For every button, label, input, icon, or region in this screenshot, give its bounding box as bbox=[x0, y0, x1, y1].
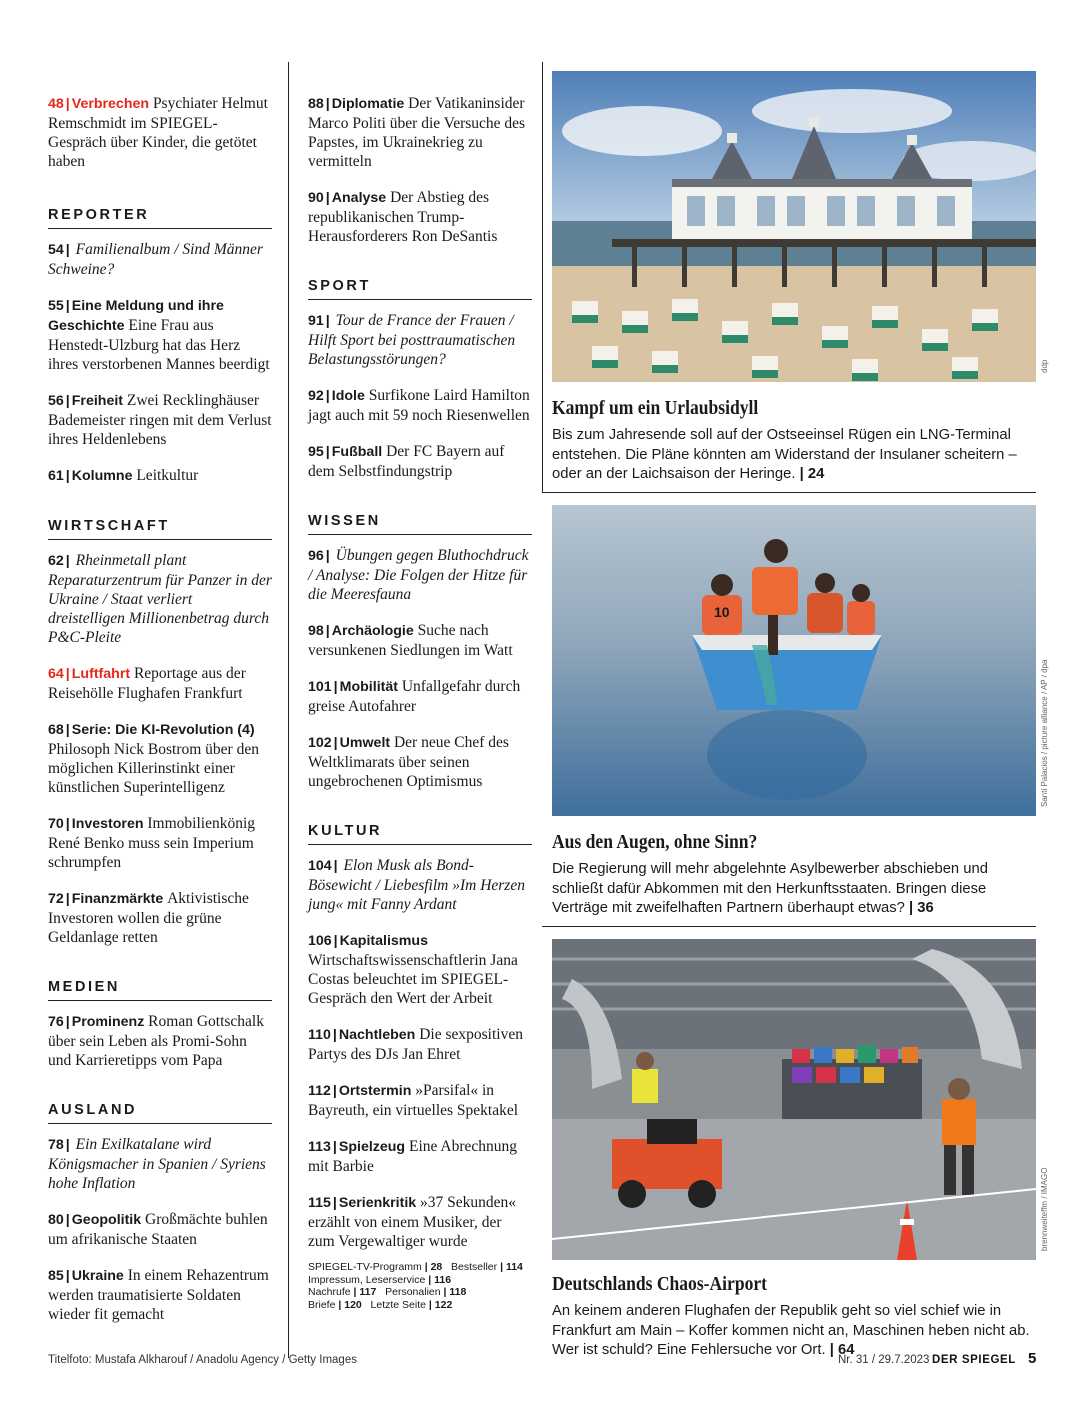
photo-ruegen-pier[interactable] bbox=[552, 71, 1036, 382]
toc-column-1 bbox=[48, 62, 272, 1324]
toc-entry-55[interactable]: 55 | Eine Meldung und ihre Geschichte Eine Frau aus Henstedt-Ulzburg hat das Herz ihres verstorbenen Mannes beerdigt bbox=[48, 298, 270, 373]
section-reporter: REPORTER bbox=[48, 207, 272, 229]
link-impressum[interactable]: Impressum, Leserservice bbox=[308, 1273, 426, 1286]
toc-entry-85[interactable]: 85 | Ukraine In einem Rehazentrum werden traumatisierte Soldaten wieder fit gemacht bbox=[48, 1267, 269, 1323]
toc-entry-88[interactable]: 88 | Diplomatie Der Vatikaninsider Marco Politi über die Versuche des Papstes, im Ukrainekrieg zu vermitteln bbox=[308, 95, 526, 170]
toc-entry-61[interactable]: 61 | Kolumne Leitkultur bbox=[48, 467, 199, 484]
airport-baggage-image bbox=[552, 939, 1036, 1260]
link-nachrufe[interactable]: Nachrufe bbox=[308, 1286, 351, 1298]
column-divider bbox=[542, 62, 543, 492]
section-kultur: KULTUR bbox=[308, 823, 532, 845]
toc-entry-106[interactable]: 106 | Kapitalismus Wirtschaftswissenschaftlerin Jana Costas beleuchtet im SPIEGEL-Gespräch den Wert der Arbeit bbox=[308, 933, 518, 1007]
photo-credit-3: brennweiteffm / IMAGO bbox=[1040, 1167, 1049, 1251]
section-ausland: AUSLAND bbox=[48, 1102, 272, 1124]
link-letzte-seite[interactable]: Letzte Seite bbox=[370, 1298, 426, 1311]
teaser-text: Bis zum Jahresende soll auf der Ostseeinsel Rügen ein LNG-Terminal entstehen. Die Pläne könnten am Widerstand der Insulaner scheitern – oder an der Laichsaison der Heringe. | 24 bbox=[552, 427, 1017, 482]
issue-number: Nr. 31 / 29.7.2023 bbox=[838, 1354, 930, 1366]
section-wirtschaft: WIRTSCHAFT bbox=[48, 518, 272, 540]
teaser-divider bbox=[542, 926, 1036, 927]
toc-entry-78[interactable]: 78 | Ein Exilkatalane wird Königsmacher in Spanien / Syriens hohe Inflation bbox=[48, 1136, 266, 1192]
toc-entry-72[interactable]: 72 | Finanzmärkte Aktivistische Investoren wollen die grüne Geldanlage retten bbox=[48, 890, 249, 946]
toc-entry-90[interactable]: 90 | Analyse Der Abstieg des republikanischen Trump-Herausforderers Ron DeSantis bbox=[308, 189, 498, 245]
migrant-boat-image bbox=[552, 505, 1036, 816]
photo-migrant-boat[interactable] bbox=[552, 505, 1036, 816]
toc-entry-54[interactable]: 54 | Familienalbum / Sind Männer Schweine? bbox=[48, 241, 263, 278]
toc-entry-112[interactable]: 112 | Ortstermin »Parsifal« in Bayreuth, ein virtuelles Spektakel bbox=[308, 1082, 519, 1119]
photo-credit-2: Santi Palacios / picture alliance / AP / dpa bbox=[1040, 659, 1049, 807]
teaser-title: Kampf um ein Urlaubsidyll bbox=[552, 398, 759, 419]
toc-entry-64[interactable]: 64 | Luftfahrt Reportage aus der Reisehölle Flughafen Frankfurt bbox=[48, 665, 246, 702]
section-wissen: WISSEN bbox=[308, 513, 532, 535]
toc-entry-101[interactable]: 101 | Mobilität Unfallgefahr durch greise Autofahrer bbox=[308, 678, 521, 715]
toc-entry-80[interactable]: 80 | Geopolitik Großmächte buhlen um afrikanische Staaten bbox=[48, 1211, 268, 1248]
section-sport: SPORT bbox=[308, 278, 532, 300]
teaser-title: Aus den Augen, ohne Sinn? bbox=[552, 832, 758, 853]
toc-entry-98[interactable]: 98 | Archäologie Suche nach versunkenen Siedlungen im Watt bbox=[308, 622, 513, 659]
link-briefe[interactable]: Briefe bbox=[308, 1298, 336, 1311]
link-personalien[interactable]: Personalien bbox=[385, 1286, 441, 1298]
section-medien: MEDIEN bbox=[48, 979, 272, 1001]
toc-entry-113[interactable]: 113 | Spielzeug Eine Abrechnung mit Barbie bbox=[308, 1138, 518, 1175]
page-footer bbox=[48, 1350, 1038, 1370]
toc-entry-96[interactable]: 96 | Übungen gegen Bluthochdruck / Analyse: Die Folgen der Hitze für die Meeresfauna bbox=[308, 547, 529, 603]
teaser-ruegen[interactable] bbox=[552, 398, 1036, 485]
toc-column-2 bbox=[308, 62, 532, 1311]
photo-frankfurt-airport[interactable] bbox=[552, 939, 1036, 1260]
toc-entry-48[interactable]: 48 | Verbrechen Psychiater Helmut Remschmidt im SPIEGEL-Gespräch über Kinder, die getötet haben bbox=[48, 95, 268, 170]
teaser-text: Die Regierung will mehr abgelehnte Asylbewerber abschieben und schließt dafür Abkommen mit den Herkunftsstaaten. Bringen diese Verträge mit zweifelhaften Partnern überhaupt etwas? | 36 bbox=[552, 861, 988, 916]
ruegen-pier-image bbox=[552, 71, 1036, 382]
brand-logo: DER SPIEGEL bbox=[932, 1354, 1016, 1366]
toc-entry-62[interactable]: 62 | Rheinmetall plant Reparaturzentrum für Panzer in der Ukraine / Staat verliert dreistelligen Millionenbetrag durch P&C-Pleite bbox=[48, 552, 272, 646]
toc-entry-115[interactable]: 115 | Serienkritik »37 Sekunden« erzählt von einem Musiker, der zum Vergewaltiger wurde bbox=[308, 1194, 517, 1250]
toc-entry-91[interactable]: 91 | Tour de France der Frauen / Hilft Sport bei posttraumatischen Belastungsstörungen? bbox=[308, 312, 516, 368]
toc-entry-95[interactable]: 95 | Fußball Der FC Bayern auf dem Selbstfindungstrip bbox=[308, 443, 505, 480]
teaser-divider bbox=[542, 492, 1036, 493]
toc-entry-56[interactable]: 56 | Freiheit Zwei Recklinghäuser Bademeister ringen mit dem Verlust ihres Heldenlebens bbox=[48, 392, 272, 448]
page-number: 5 bbox=[1028, 1350, 1037, 1367]
column-divider bbox=[288, 62, 289, 1358]
teaser-text: An keinem anderen Flughafen der Republik geht so viel schief wie in Frankfurt am Main – Koffer kommen nicht an, Maschinen heben nicht ab. Wer ist schuld? Eine Fehlersuche vor Ort. | 64 bbox=[552, 1303, 1030, 1358]
toc-entry-70[interactable]: 70 | Investoren Immobilienkönig René Benko muss sein Imperium schrumpfen bbox=[48, 815, 256, 871]
toc-entry-68[interactable]: 68 | Serie: Die KI-Revolution (4) Philosoph Nick Bostrom über den möglichen Killerinstinkt einer künstlichen Superintelligenz bbox=[48, 722, 259, 796]
teaser-title: Deutschlands Chaos-Airport bbox=[552, 1274, 768, 1295]
link-tv-programm[interactable]: SPIEGEL-TV-Programm bbox=[308, 1261, 422, 1273]
link-bestseller[interactable]: Bestseller bbox=[451, 1261, 498, 1273]
boat-number-label: 10 bbox=[714, 604, 730, 620]
cover-photo-credit: Titelfoto: Mustafa Alkharouf / Anadolu Agency / Getty Images bbox=[48, 1354, 357, 1366]
teaser-asyl[interactable] bbox=[552, 832, 1036, 919]
toc-entry-104[interactable]: 104 | Elon Musk als Bond-Bösewicht / Liebesfilm »Im Herzen jung« mit Fanny Ardant bbox=[308, 857, 525, 913]
photo-credit-1: ddp bbox=[1040, 359, 1049, 373]
recurring-sections-list: SPIEGEL-TV-Programm | 28 Bestseller | 114 Impressum, Leserservice | 116 Nachrufe | 117 Personalien | 118 Briefe | 120 Letzte Seite | 122 bbox=[308, 1261, 523, 1311]
toc-entry-92[interactable]: 92 | Idole Surfikone Laird Hamilton jagt auch mit 59 noch Riesenwellen bbox=[308, 387, 530, 424]
toc-entry-76[interactable]: 76 | Prominenz Roman Gottschalk über sein Leben als Promi-Sohn und Karrieretipps vom Papa bbox=[48, 1013, 264, 1069]
toc-entry-110[interactable]: 110 | Nachtleben Die sexpositiven Partys des DJs Jan Ehret bbox=[308, 1026, 523, 1063]
teaser-airport[interactable] bbox=[552, 1274, 1036, 1361]
toc-entry-102[interactable]: 102 | Umwelt Der neue Chef des Weltklimarats über seinen ungebrochenen Optimismus bbox=[308, 734, 509, 790]
